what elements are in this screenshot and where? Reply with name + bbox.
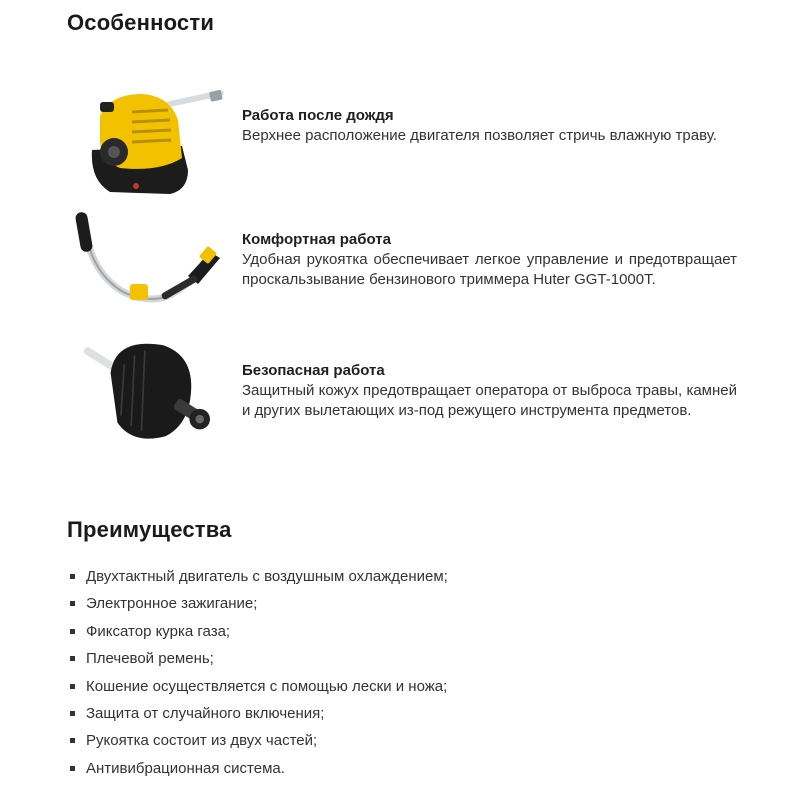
feature-item-comfort bbox=[70, 210, 760, 330]
feature-title: Работа после дождя bbox=[242, 107, 394, 124]
list-item: Рукоятка состоит из двух частей; bbox=[70, 731, 448, 758]
handle-image bbox=[70, 210, 230, 330]
list-item: Плечевой ремень; bbox=[70, 649, 448, 676]
feature-description: Защитный кожух предотвращает оператора от выброса травы, камней и других вылетающих из-под режущего инструмента предметов. bbox=[242, 382, 737, 419]
list-item: Защита от случайного включения; bbox=[70, 704, 448, 731]
engine-image bbox=[70, 80, 230, 200]
list-item: Электронное зажигание; bbox=[70, 594, 448, 621]
feature-description: Верхнее расположение двигателя позволяет стричь влажную траву. bbox=[242, 127, 717, 144]
advantages-title: Преимущества bbox=[67, 517, 232, 542]
guard-image bbox=[70, 330, 230, 450]
list-item: Кошение осуществляется с помощью лески и ножа; bbox=[70, 677, 448, 704]
feature-title: Комфортная работа bbox=[242, 231, 391, 248]
feature-item-safety bbox=[70, 330, 760, 470]
list-item: Антивибрационная система. bbox=[70, 759, 448, 786]
advantages-list bbox=[70, 567, 448, 786]
feature-item-rain bbox=[70, 80, 760, 200]
feature-description: Удобная рукоятка обеспечивает легкое управление и предотвращает проскальзывание бензинового триммера Huter GGT-1000T. bbox=[242, 251, 737, 288]
features-title: Особенности bbox=[67, 10, 215, 35]
list-item: Фиксатор курка газа; bbox=[70, 622, 448, 649]
feature-title: Безопасная работа bbox=[242, 362, 385, 379]
list-item: Двухтактный двигатель с воздушным охлаждением; bbox=[70, 567, 448, 594]
